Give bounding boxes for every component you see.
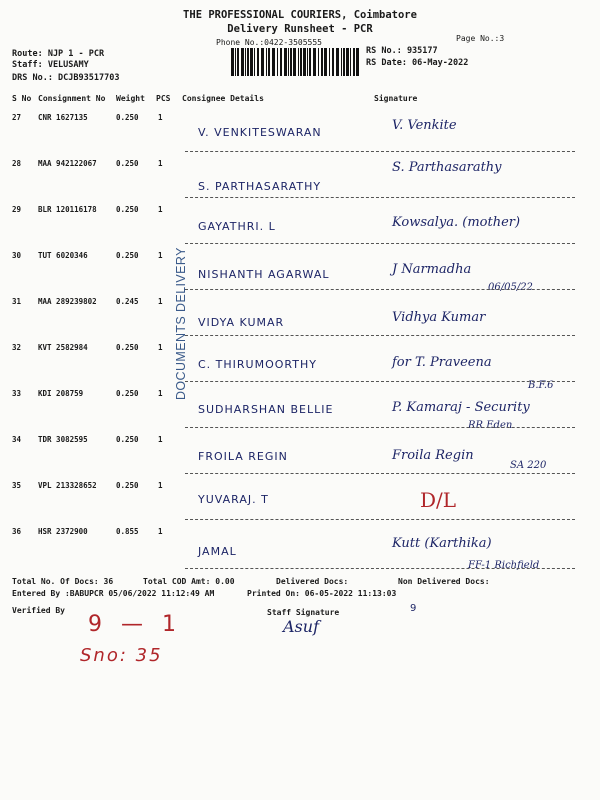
row-sno: 35	[12, 481, 22, 490]
delivered-docs: Delivered Docs:	[276, 577, 349, 586]
consignee-name: V. VENKITESWARAN	[198, 126, 322, 139]
col-signature: Signature	[374, 94, 418, 103]
total-cod: Total COD Amt: 0.00	[143, 577, 235, 586]
receiver-signature: V. Venkite	[392, 118, 457, 133]
entered-by: Entered By :BABUPCR 05/06/2022 11:12:49 AM	[12, 589, 215, 598]
row-pcs: 1	[158, 205, 163, 214]
row-sno: 30	[12, 251, 22, 260]
receiver-signature: D/L	[420, 488, 457, 512]
receiver-signature: Kowsalya. (mother)	[392, 215, 521, 230]
row-pcs: 1	[158, 113, 163, 122]
staff-signature-mark: Asuf	[283, 617, 319, 636]
receiver-signature-note: SA 220	[510, 460, 547, 471]
row-divider	[185, 197, 575, 198]
row-weight: 0.250	[116, 389, 139, 398]
row-sno: 28	[12, 159, 22, 168]
row-weight: 0.250	[116, 343, 139, 352]
consignee-name: S. PARTHASARATHY	[198, 180, 322, 193]
drs-number: DRS No.: DCJB93517703	[12, 73, 120, 83]
row-sno: 31	[12, 297, 22, 306]
consignee-name: FROILA REGIN	[198, 450, 288, 463]
verified-note: 9 — 1	[88, 612, 182, 637]
row-weight: 0.250	[116, 435, 139, 444]
staff-label: Staff: VELUSAMY	[12, 60, 89, 70]
col-consignment: Consignment No	[38, 94, 106, 103]
consignee-name: VIDYA KUMAR	[198, 316, 285, 329]
non-delivered-docs: Non Delivered Docs:	[398, 577, 490, 586]
consignee-name: GAYATHRI. L	[198, 220, 276, 233]
row-divider	[185, 427, 575, 428]
row-weight: 0.250	[116, 113, 139, 122]
receiver-signature: J Narmadha	[392, 262, 472, 277]
row-pcs: 1	[158, 481, 163, 490]
receiver-signature-note: 06/05/22	[488, 282, 533, 293]
row-pcs: 1	[158, 435, 163, 444]
row-pcs: 1	[158, 159, 163, 168]
printed-on: Printed On: 06-05-2022 11:13:03	[247, 589, 397, 598]
row-cons: MAA 942122067	[38, 159, 97, 168]
staff-signature-label: Staff Signature	[267, 608, 340, 617]
row-cons: TUT 6020346	[38, 251, 88, 260]
phone-number: Phone No.:0422-3505555	[216, 38, 322, 47]
row-cons: MAA 289239802	[38, 297, 97, 306]
barcode-icon	[231, 48, 359, 76]
receiver-signature-note: B.F.6	[528, 380, 554, 391]
row-divider	[185, 381, 575, 382]
count-mark: 9	[410, 603, 418, 614]
row-pcs: 1	[158, 527, 163, 536]
row-sno: 27	[12, 113, 22, 122]
receiver-signature-note: FF-1 Richfield	[468, 560, 540, 571]
row-sno: 34	[12, 435, 22, 444]
row-sno: 32	[12, 343, 22, 352]
consignee-name: YUVARAJ. T	[198, 493, 269, 506]
consignee-name: JAMAL	[198, 545, 237, 558]
row-sno: 33	[12, 389, 22, 398]
row-cons: KVT 2582984	[38, 343, 88, 352]
row-divider	[185, 473, 575, 474]
page-number: Page No.:3	[456, 34, 505, 43]
receiver-signature: for T. Praveena	[392, 355, 492, 370]
row-cons: HSR 2372900	[38, 527, 88, 536]
receiver-signature-note: RR Eden	[468, 420, 513, 431]
row-cons: TDR 3082595	[38, 435, 88, 444]
row-divider	[185, 519, 575, 520]
row-pcs: 1	[158, 389, 163, 398]
consignee-name: SUDHARSHAN BELLIE	[198, 403, 334, 416]
documents-delivery-stamp: DOCUMENTS DELIVERY	[174, 247, 188, 400]
col-pcs: PCS	[156, 94, 171, 103]
row-weight: 0.250	[116, 481, 139, 490]
document-subtitle: Delivery Runsheet - PCR	[227, 23, 373, 35]
rs-date: RS Date: 06-May-2022	[366, 58, 469, 68]
col-consignee: Consignee Details	[182, 94, 264, 103]
col-sno: S No	[12, 94, 32, 103]
row-sno: 29	[12, 205, 22, 214]
company-title: THE PROFESSIONAL COURIERS, Coimbatore	[183, 9, 417, 21]
row-divider	[185, 243, 575, 244]
row-cons: BLR 120116178	[38, 205, 97, 214]
row-divider	[185, 289, 575, 290]
row-pcs: 1	[158, 297, 163, 306]
route-label: Route: NJP 1 - PCR	[12, 49, 105, 59]
row-weight: 0.250	[116, 251, 139, 260]
receiver-signature: S. Parthasarathy	[392, 160, 502, 175]
receiver-signature: P. Kamaraj - Security	[392, 400, 530, 415]
row-pcs: 1	[158, 343, 163, 352]
receiver-signature: Froila Regin	[392, 448, 474, 463]
verified-by-label: Verified By	[12, 606, 65, 615]
receiver-signature: Kutt (Karthika)	[392, 536, 492, 551]
row-weight: 0.250	[116, 205, 139, 214]
consignee-name: C. THIRUMOORTHY	[198, 358, 317, 371]
row-weight: 0.855	[116, 527, 139, 536]
row-cons: CNR 1627135	[38, 113, 88, 122]
rs-number: RS No.: 935177	[366, 46, 438, 56]
col-weight: Weight	[116, 94, 145, 103]
sno-note: Sno: 35	[80, 645, 163, 666]
total-docs: Total No. Of Docs: 36	[12, 577, 114, 586]
row-cons: KDI 208759	[38, 389, 84, 398]
row-divider	[185, 568, 575, 569]
row-cons: VPL 213328652	[38, 481, 97, 490]
receiver-signature: Vidhya Kumar	[392, 310, 486, 325]
row-weight: 0.250	[116, 159, 139, 168]
row-divider	[185, 151, 575, 152]
row-sno: 36	[12, 527, 22, 536]
row-pcs: 1	[158, 251, 163, 260]
row-divider	[185, 335, 575, 336]
consignee-name: NISHANTH AGARWAL	[198, 268, 330, 281]
row-weight: 0.245	[116, 297, 139, 306]
